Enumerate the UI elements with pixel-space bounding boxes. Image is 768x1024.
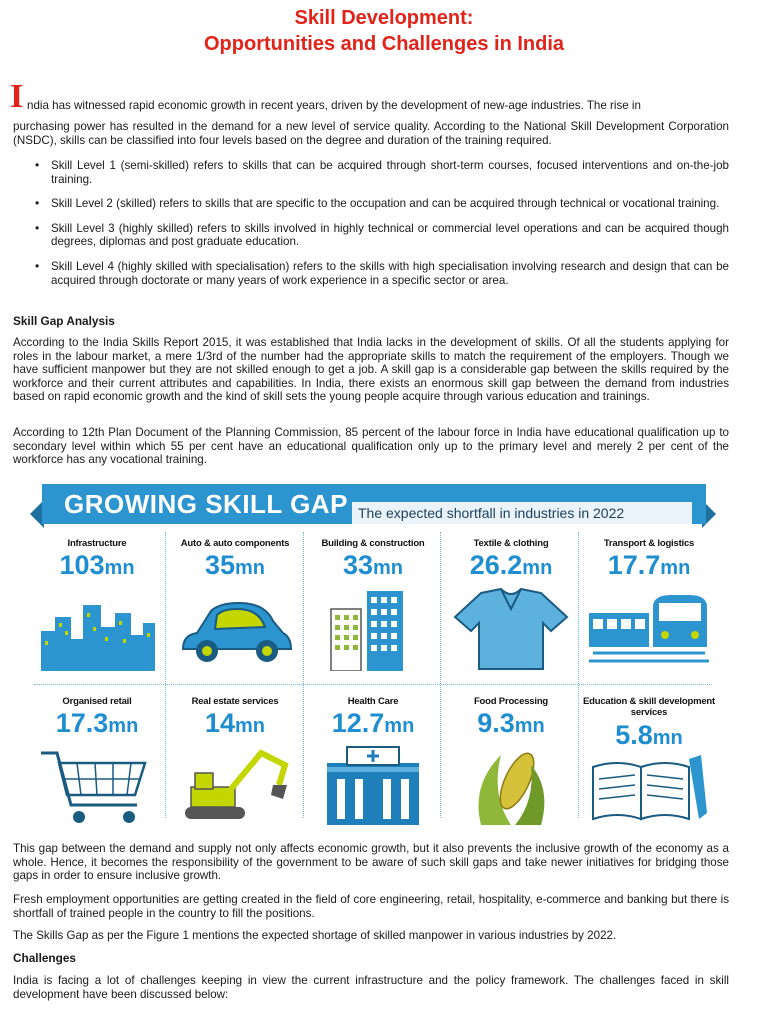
document-title-line-2: Opportunities and Challenges in India — [203, 33, 565, 55]
challenges-heading: Challenges — [13, 951, 76, 965]
infographic-title: GROWING SKILL GAP — [64, 489, 348, 519]
intro-paragraph: purchasing power has resulted in the demand for a new level of service quality. According to the National Skill Development Corporation (NSDC), skills can be classified into four levels based on the degree and duration of the training required. — [13, 120, 729, 147]
sector-label: Textile & clothing — [473, 538, 549, 549]
city-skyline-icon — [37, 587, 157, 671]
infographic-banner — [42, 484, 706, 524]
sector-cell-real-estate — [168, 696, 302, 834]
sector-label: Education & skill development services — [583, 696, 715, 718]
sector-label: Infrastructure — [67, 538, 127, 549]
sector-cell-infrastructure — [30, 538, 164, 676]
drop-cap: I — [10, 78, 24, 115]
car-icon — [175, 587, 295, 671]
sector-cell-textile — [444, 538, 578, 676]
growing-skill-gap-infographic — [30, 478, 716, 830]
book-pencil-icon — [589, 753, 709, 829]
list-item: • Skill Level 3 (highly skilled) refers to skills involved in highly technical or commercial level operations and can be acquired though degrees, diplomas and post graduate education. — [13, 222, 729, 249]
gap-impact-paragraph: This gap between the demand and supply not only affects economic growth, but it also prevents the inclusive growth of the economy as a whole. Hence, it becomes the responsibility of the government to be aware of such skill gaps and take newer initiatives for bridging those gaps in order to ensure inclusive growth. — [13, 842, 729, 883]
sector-value: 35mn — [204, 550, 266, 580]
sector-value: 17.3mn — [55, 708, 139, 738]
intro-first-line: ndia has witnessed rapid economic growth in recent years, driven by the development of new-age industries. The rise in — [27, 99, 641, 112]
challenges-paragraph: India is facing a lot of challenges keeping in view the current infrastructure and the policy framework. The challenges faced in skill development have been discussed below: — [13, 974, 729, 1001]
document-title-line-1: Skill Development: — [294, 7, 474, 29]
sector-value: 26.2mn — [469, 550, 553, 580]
hospital-icon — [313, 745, 433, 829]
excavator-icon — [175, 745, 295, 829]
infographic-subtitle: The expected shortfall in industries in 2022 — [352, 502, 692, 524]
sector-cell-health-care — [306, 696, 440, 834]
corn-icon — [451, 745, 571, 829]
sector-value: 9.3mn — [477, 708, 545, 738]
sector-label: Building & construction — [321, 538, 425, 549]
sector-cell-food-processing — [444, 696, 578, 834]
list-item: • Skill Level 4 (highly skilled with specialisation) refers to the skills with high specialisation involving research and design that can be acquired through doctorate or many years of work experience in a specific sector or area. — [13, 260, 729, 287]
sector-cell-building — [306, 538, 440, 676]
column-divider — [165, 532, 166, 818]
sector-label: Food Processing — [473, 696, 549, 707]
sector-label: Real estate services — [191, 696, 279, 707]
sector-value: 33mn — [342, 550, 404, 580]
skill-gap-paragraph-2: According to 12th Plan Document of the Planning Commission, 85 percent of the labour force in India have educational qualification up to secondary level within which 55 per cent have an educational qualification only up to the primary level and merely 2 per cent of the workforce has any vocational training. — [13, 426, 729, 467]
sector-label: Transport & logistics — [603, 538, 695, 549]
sector-value: 12.7mn — [331, 708, 415, 738]
sector-value: 14mn — [204, 708, 266, 738]
shirt-icon — [451, 587, 571, 671]
sector-label: Organised retail — [62, 696, 132, 707]
buildings-icon — [313, 587, 433, 671]
column-divider — [303, 532, 304, 818]
row-divider — [34, 684, 712, 685]
sector-value: 103mn — [59, 550, 135, 580]
column-divider — [578, 532, 579, 818]
train-icon — [589, 587, 709, 671]
shopping-cart-icon — [37, 745, 157, 829]
list-item: • Skill Level 2 (skilled) refers to skills that are specific to the occupation and can be acquired through technical or vocational training. — [13, 197, 729, 211]
sector-cell-auto — [168, 538, 302, 676]
skill-gap-heading: Skill Gap Analysis — [13, 314, 115, 328]
sector-value: 5.8mn — [615, 720, 683, 750]
sector-cell-education — [582, 696, 716, 834]
sector-label: Health Care — [347, 696, 399, 707]
skill-level-list — [13, 159, 729, 298]
sector-label: Auto & auto components — [180, 538, 290, 549]
sector-cell-transport — [582, 538, 716, 676]
figure-reference-paragraph: The Skills Gap as per the Figure 1 mentions the expected shortage of skilled manpower in various industries by 2022. — [13, 929, 617, 942]
column-divider — [440, 532, 441, 818]
list-item: • Skill Level 1 (semi-skilled) refers to skills that can be acquired through short-term courses, focused interventions and on-the-job training. — [13, 159, 729, 186]
sector-value: 17.7mn — [607, 550, 691, 580]
skill-gap-paragraph-1: According to the India Skills Report 2015, it was established that India lacks in the development of skills. Of all the students applying for roles in the labour market, a mere 1/3rd of the number had the appropriate skills to match the requirement of the employers. Though we have sufficient manpower but they are not skilled enough to get a job. A skill gap is a considerable gap between the skills required by the workforce and their current attributes and capabilities. In India, there exists an enormous skill gap between the demand from industries based on rapid economic growth and the kind of skill sets the young people acquire through various education and trainings. — [13, 336, 729, 404]
sector-cell-retail — [30, 696, 164, 834]
employment-paragraph: Fresh employment opportunities are getting created in the field of core engineering, retail, hospitality, e-commerce and banking but there is shortfall of trained people in the country to fill the positions. — [13, 893, 729, 920]
